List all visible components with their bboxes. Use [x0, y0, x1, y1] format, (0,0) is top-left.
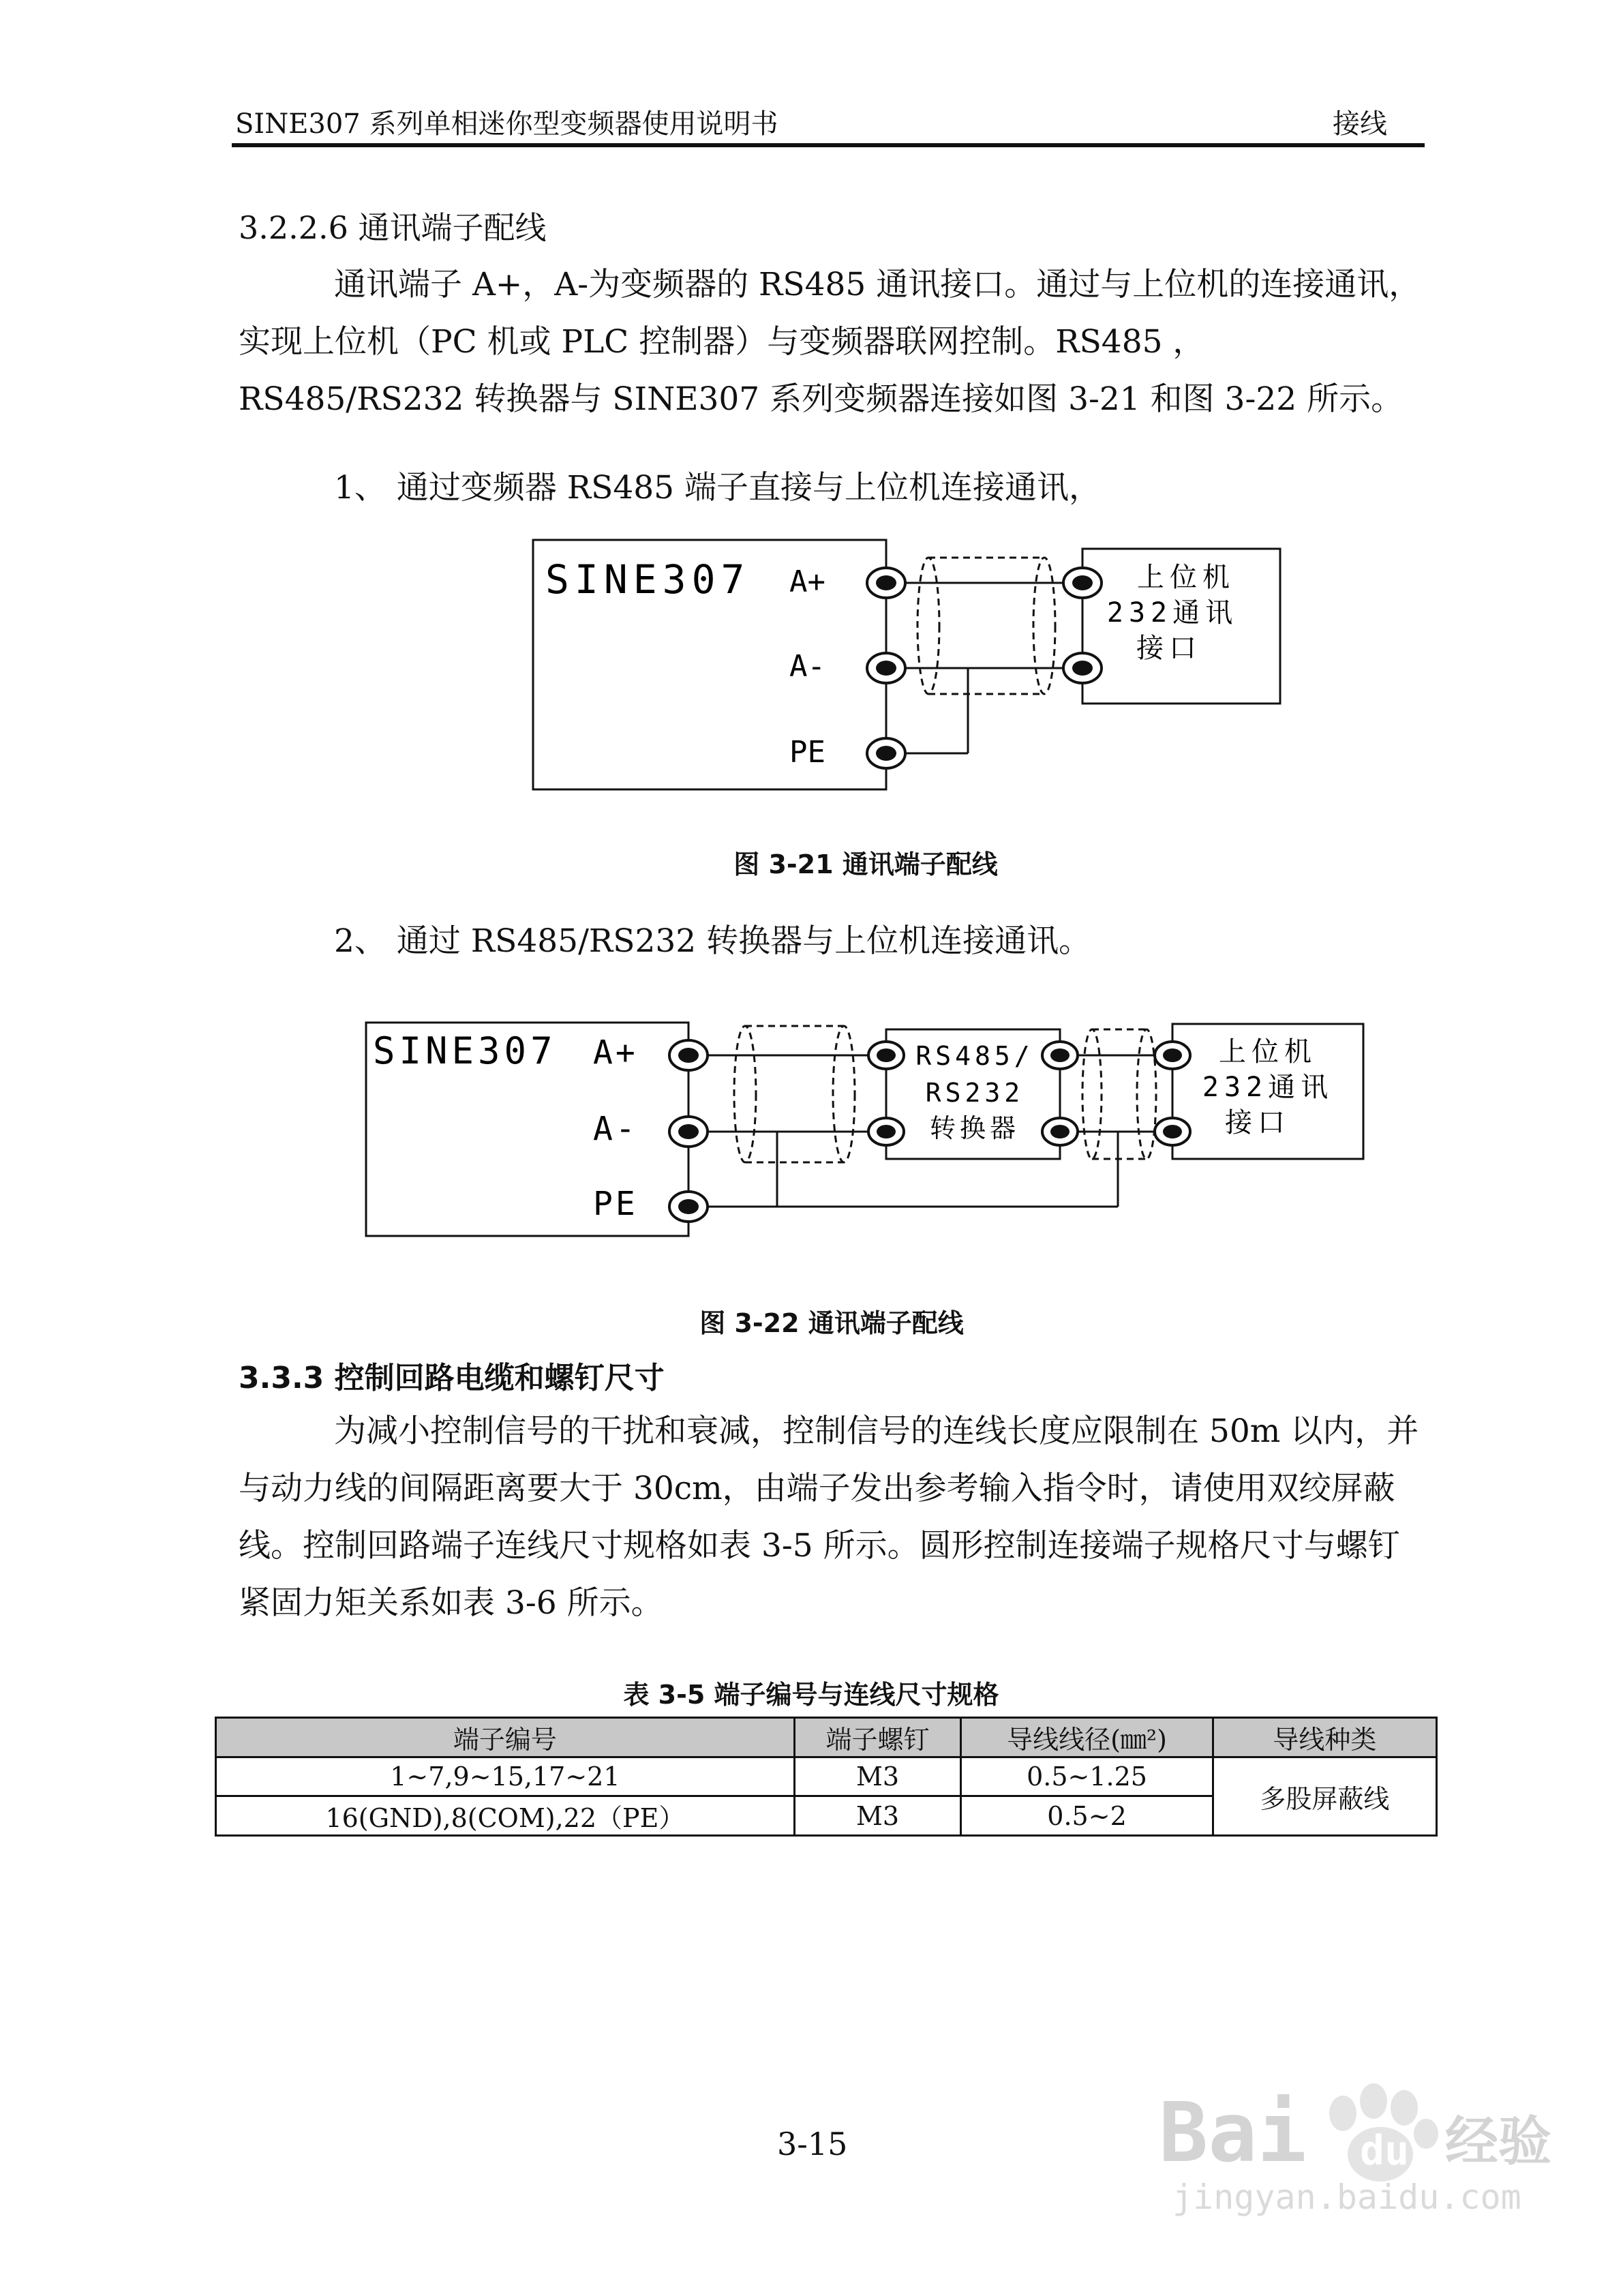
watermark-url: jingyan.baidu.com: [1172, 2177, 1521, 2217]
paragraph-text-2: 为减小控制信号的干扰和衰减，控制信号的连线长度应限制在 50m 以内，并与动力线的间隔距离要大于 30cm，由端子发出参考输入指令时，请使用双绞屏蔽线。控制回路端子连线尺寸规格如表 3-5 所示。圆形控制连接端子规格尺寸与螺钉紧固力矩关系如表 3-6 所示。: [239, 1413, 1419, 1622]
cell-wire-type: 多股屏蔽线: [1213, 1757, 1436, 1836]
host-terminal-1: [1063, 568, 1102, 598]
watermark-brand: Bai: [1159, 2086, 1307, 2181]
cell-terminal-no: 1~7,9~15,17~21: [216, 1757, 795, 1796]
terminal-pe-2: [669, 1192, 708, 1222]
converter-terminal-1: [868, 1042, 904, 1069]
shielded-cable-2: [1082, 1029, 1156, 1159]
section-heading-333: 3.3.3 控制回路电缆和螺钉尺寸: [239, 1361, 665, 1395]
converter-terminal-4: [1042, 1118, 1078, 1145]
terminal-label-aminus-2: A-: [593, 1110, 638, 1148]
table-header-row: [216, 1718, 1437, 1757]
header-terminal-no: 端子编号: [216, 1718, 795, 1757]
terminal-label-pe-2: PE: [593, 1185, 638, 1223]
host-label-line2-2: 232通讯: [1202, 1072, 1334, 1103]
converter-label-line1: RS485/: [915, 1041, 1034, 1071]
table-row: [216, 1757, 1437, 1796]
header-wire-type: 导线种类: [1213, 1718, 1436, 1757]
host-label-line3: 接口: [1136, 633, 1202, 664]
page-number: 3-15: [777, 2126, 848, 2162]
section-3226-paragraph: [239, 256, 1425, 428]
terminal-a-plus-2: [669, 1040, 708, 1070]
terminal-label-aplus: A+: [789, 564, 825, 599]
section-333-paragraph: [239, 1403, 1425, 1632]
converter-terminal-2: [868, 1118, 904, 1145]
baidu-watermark: [1159, 2066, 1568, 2225]
figure-322-caption: 图 3-22 通讯端子配线: [699, 1308, 964, 1338]
paragraph-text: 通讯端子 A+，A-为变频器的 RS485 通讯接口。通过与上位机的连接通讯，实现上位机（PC 机或 PLC 控制器）与变频器联网控制。RS485 ，RS485/RS232 转换器与 SINE307 系列变频器连接如图 3-21 和图 3-22 所示。: [239, 266, 1421, 418]
converter-terminal-3: [1042, 1042, 1078, 1069]
cell-gauge: 0.5~2: [961, 1796, 1213, 1836]
list-item-2: 2、 通过 RS485/RS232 转换器与上位机连接通讯。: [334, 922, 1091, 960]
header-chapter: 接线: [1333, 108, 1387, 140]
device-label-2: SINE307: [373, 1029, 557, 1072]
table-35: [215, 1717, 1438, 1837]
section-heading-3226: 3.2.2.6 通讯端子配线: [239, 209, 547, 246]
terminal-label-pe: PE: [789, 735, 825, 770]
terminal-label-aminus: A-: [789, 649, 825, 684]
table-35-caption: 表 3-5 端子编号与连线尺寸规格: [623, 1680, 999, 1710]
figure-321-diagram: [532, 539, 1295, 798]
baidu-paw-icon: [1159, 2066, 1568, 2222]
header-rule: [232, 143, 1425, 147]
cell-gauge: 0.5~1.25: [961, 1757, 1213, 1796]
watermark-suffix: 经验: [1445, 2111, 1552, 2173]
host-terminal-2-2: [1155, 1118, 1190, 1145]
terminal-a-plus: [867, 568, 905, 598]
host-label-line1-2: 上位机: [1219, 1036, 1317, 1068]
figure-322-diagram: [365, 1016, 1380, 1248]
terminal-pe: [867, 738, 905, 768]
header-wire-gauge: 导线线径(㎜²): [961, 1718, 1213, 1757]
list-item-1: 1、 通过变频器 RS485 端子直接与上位机连接通讯，: [334, 469, 1102, 507]
host-label-line3-2: 接口: [1225, 1107, 1290, 1138]
converter-label-line2: RS232: [925, 1078, 1025, 1108]
terminal-a-minus-2: [669, 1117, 708, 1147]
host-label-line2: 232通讯: [1106, 597, 1239, 629]
converter-label-line3: 转换器: [929, 1113, 1020, 1143]
host-terminal-2: [1063, 653, 1102, 683]
watermark-brand2: du: [1360, 2127, 1410, 2175]
cell-terminal-no: 16(GND),8(COM),22（PE）: [216, 1796, 795, 1836]
host-label-line1: 上位机: [1137, 562, 1235, 593]
shielded-cable-1: [734, 1026, 855, 1162]
terminal-a-minus: [867, 653, 905, 683]
cell-screw: M3: [794, 1796, 961, 1836]
device-label: SINE307: [545, 556, 750, 603]
shielded-cable: [917, 558, 1055, 694]
terminal-label-aplus-2: A+: [593, 1033, 638, 1072]
header-title: SINE307 系列单相迷你型变频器使用说明书: [235, 108, 778, 140]
header-terminal-screw: 端子螺钉: [794, 1718, 961, 1757]
cell-screw: M3: [794, 1757, 961, 1796]
host-terminal-1-2: [1155, 1042, 1190, 1069]
figure-321-caption: 图 3-21 通讯端子配线: [733, 849, 998, 879]
